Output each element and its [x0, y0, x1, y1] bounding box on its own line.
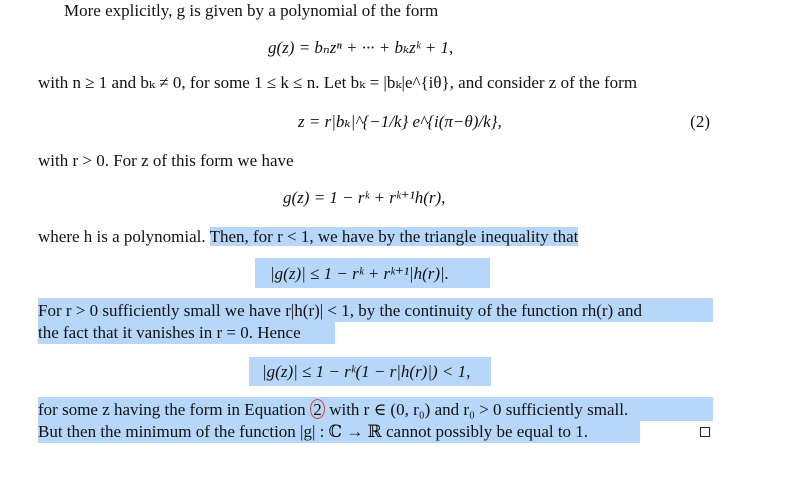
- paragraph-conclusion-line2: But then the minimum of the function |g| : ℂ → ℝ cannot possibly be equal to 1.: [38, 422, 589, 441]
- text-highlighted[interactable]: Then, for r < 1, we have by the triangle inequality that: [209, 227, 579, 246]
- paragraph-continuity-line1: For r > 0 sufficiently small we have r|h(r)| < 1, by the continuity of the function rh(r) and: [38, 301, 642, 320]
- equation-z-form: z = r|bₖ|^{−1/k} e^{i(π−θ)/k},: [298, 112, 502, 131]
- equation-number: (2): [690, 112, 710, 131]
- conclusion-text-b: with r ∈ (0, r₀) and r₀ > 0 sufficiently small.: [329, 400, 629, 419]
- paragraph-continuity-line2: the fact that it vanishes in r = 0. Hence: [38, 323, 301, 342]
- equation-reference-link[interactable]: 2: [310, 399, 325, 419]
- paragraph-conclusion-line1: [38, 399, 628, 421]
- equation-strict-bound: |g(z)| ≤ 1 − rᵏ(1 − r|h(r)|) < 1,: [262, 362, 471, 381]
- equation-polynomial: g(z) = bₙzⁿ + ··· + bₖzᵏ + 1,: [268, 38, 454, 57]
- paragraph-definition: with n ≥ 1 and bₖ ≠ 0, for some 1 ≤ k ≤ n. Let bₖ = |bₖ|e^{iθ}, and consider z of the form: [38, 73, 638, 92]
- paragraph-z-of-form: with r > 0. For z of this form we have: [38, 151, 294, 170]
- equation-g-of-z: g(z) = 1 − rᵏ + rᵏ⁺¹h(r),: [283, 188, 446, 207]
- conclusion-text-a: for some z having the form in Equation: [38, 400, 306, 419]
- qed-icon: [700, 427, 710, 437]
- paragraph-intro: More explicitly, g is given by a polynomial of the form: [64, 1, 439, 20]
- text-plain: where h is a polynomial.: [38, 227, 206, 246]
- paragraph-triangle: [38, 226, 578, 248]
- equation-triangle-bound: |g(z)| ≤ 1 − rᵏ + rᵏ⁺¹|h(r)|.: [270, 264, 449, 283]
